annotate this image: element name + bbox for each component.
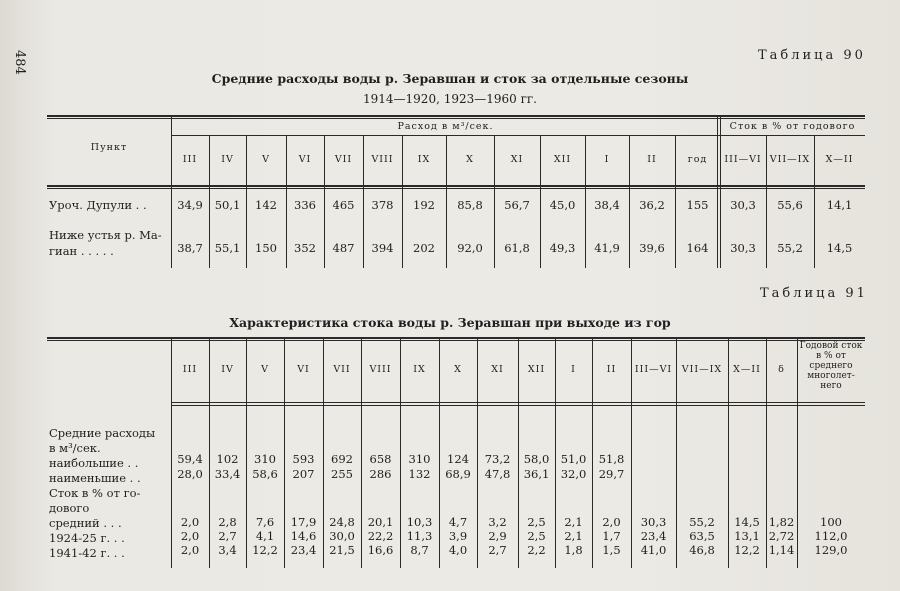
table-91-cell: 46,8 — [689, 543, 715, 557]
table-91-cell: 16,6 — [367, 543, 394, 557]
table-91-cell: 593 — [292, 452, 315, 466]
table-91-cell: 58,6 — [252, 467, 278, 481]
table-91-cell: 255 — [331, 467, 353, 481]
table-90-cell: 352 — [294, 241, 316, 255]
table-90-month-header: VIII — [371, 154, 394, 165]
table-91-cell: 7,6 — [255, 515, 275, 529]
table-91-title: Характеристика стока воды р. Зеравшан при выходе из гор — [229, 315, 671, 330]
table-91-cell: 36,1 — [523, 467, 550, 481]
table-91-cell: 51,8 — [598, 452, 625, 466]
table-91-cell: 2,7 — [218, 529, 237, 543]
table-90-cell: 202 — [413, 241, 435, 255]
table-90-header-rule-2 — [47, 188, 865, 189]
table-90-cell: 38,7 — [177, 241, 203, 255]
table-91-last-column-header: Годовой сток в % от среднего многолет-него — [799, 341, 863, 391]
table-91-cell: 4,1 — [255, 529, 275, 543]
table-90-label: Таблица 90 — [758, 48, 866, 63]
table-91-cell: 47,8 — [484, 467, 511, 481]
table-90-month-header: X — [466, 154, 474, 165]
table-90-season-header: X—II — [825, 154, 854, 165]
table-91-column-header: VI — [297, 364, 310, 375]
table-91-cell: 4,0 — [448, 543, 468, 557]
table-90-cell: 36,2 — [639, 198, 665, 212]
table-91-cell: 68,9 — [445, 467, 471, 481]
table-91-cell: 286 — [369, 467, 392, 481]
table-91-row-label: наибольшие . . — [49, 456, 139, 470]
table-90-punkt-header: Пункт — [90, 142, 128, 153]
table-91-cell: 100 — [820, 515, 842, 529]
table-91-cell: 692 — [331, 452, 353, 466]
table-90-cell: 378 — [371, 198, 394, 212]
table-90-top-rule — [47, 115, 865, 117]
table-90-cell: 45,0 — [549, 198, 576, 212]
table-91-row-label: средний . . . — [49, 516, 122, 530]
table-90-cell: 142 — [255, 198, 277, 212]
table-91-cell: 63,5 — [689, 529, 715, 543]
table-91-cell: 102 — [216, 452, 239, 466]
table-91-column-header: VII — [333, 364, 351, 375]
table-90-flow-group-header: Расход в м³/сек. — [397, 121, 494, 132]
table-91-column-header: XII — [527, 364, 546, 375]
table-90-season-header: III—VI — [724, 154, 762, 165]
table-91-cell: 21,5 — [329, 543, 355, 557]
table-91-row-label: Сток в % от го- — [49, 486, 141, 500]
table-91-cell: 310 — [254, 452, 276, 466]
table-91-cell: 2,1 — [564, 515, 583, 529]
table-91-cell: 58,0 — [523, 452, 550, 466]
table-91-cell: 51,0 — [560, 452, 587, 466]
table-91-column-header: X — [454, 364, 462, 375]
table-90-month-header: год — [687, 154, 708, 165]
table-90-month-header: III — [182, 154, 198, 165]
table-90-cell: 56,7 — [504, 198, 530, 212]
table-91-column-header: IX — [413, 364, 426, 375]
table-91-column-header: I — [571, 364, 576, 375]
table-90-month-header: VI — [298, 154, 312, 165]
table-90-cell: 85,8 — [457, 198, 483, 212]
table-91-cell: 1,14 — [768, 543, 795, 557]
table-91-cell: 10,3 — [406, 515, 433, 529]
table-91-cell: 132 — [408, 467, 431, 481]
table-91-cell: 30,0 — [329, 529, 355, 543]
table-91-cell: 11,3 — [406, 529, 433, 543]
table-91-cell: 3,2 — [488, 515, 507, 529]
table-91-cell: 1,7 — [602, 529, 621, 543]
table-90-cell: 192 — [413, 198, 435, 212]
table-91-cell: 23,4 — [640, 529, 667, 543]
table-90-cell: 41,9 — [594, 241, 620, 255]
table-91-row-label: 1924-25 г. . . — [49, 531, 125, 545]
table-91-cell: 24,8 — [329, 515, 355, 529]
table-90-cell: 30,3 — [730, 241, 756, 255]
table-90-row-name: Уроч. Дупули . . — [49, 198, 147, 212]
table-91-cell: 2,0 — [602, 515, 621, 529]
table-90-month-header: VII — [334, 154, 353, 165]
table-90-cell: 55,1 — [214, 241, 241, 255]
table-91-cell: 3,4 — [218, 543, 237, 557]
table-91-column-header: VII—IX — [681, 364, 723, 375]
table-90-cell: 55,6 — [777, 198, 803, 212]
table-91-cell: 2,5 — [527, 515, 546, 529]
table-91-cell: 2,0 — [180, 515, 200, 529]
table-90-month-header: IX — [417, 154, 431, 165]
table-90-cell: 336 — [294, 198, 316, 212]
table-91-cell: 23,4 — [290, 543, 317, 557]
table-91-top-rule — [47, 337, 865, 339]
table-90-month-header: IV — [221, 154, 234, 165]
table-90-cell: 50,1 — [214, 198, 241, 212]
table-91-label: Таблица 91 — [760, 286, 868, 301]
table-91-cell: 129,0 — [814, 543, 848, 557]
table-90-month-header: V — [262, 154, 270, 165]
table-91-cell: 33,4 — [214, 467, 241, 481]
table-90-month-header: XI — [510, 154, 524, 165]
table-90-cell: 14,5 — [826, 241, 853, 255]
table-91-cell: 20,1 — [367, 515, 394, 529]
table-91-cell: 2,9 — [488, 529, 507, 543]
table-91-cell: 2,2 — [527, 543, 546, 557]
table-90-cell: 92,0 — [457, 241, 483, 255]
table-91-cell: 310 — [408, 452, 431, 466]
table-90-cell: 55,2 — [777, 241, 803, 255]
table-91-cell: 28,0 — [177, 467, 203, 481]
table-91-column-header: IV — [221, 364, 234, 375]
table-91-column-header: III—VI — [634, 364, 673, 375]
table-90-cell: 487 — [332, 241, 355, 255]
table-91-cell: 59,4 — [177, 452, 203, 466]
table-90-cell: 14,1 — [826, 198, 853, 212]
table-90-cell: 61,8 — [504, 241, 530, 255]
table-90-cell: 150 — [255, 241, 277, 255]
table-90-cell: 39,6 — [639, 241, 665, 255]
table-91-cell: 112,0 — [814, 529, 848, 543]
table-90-row-name: гиан . . . . . — [49, 244, 114, 258]
table-90-cell: 164 — [686, 241, 709, 255]
table-91-cell: 17,9 — [290, 515, 317, 529]
table-91-cell: 29,7 — [598, 467, 625, 481]
table-90-cell: 155 — [686, 198, 709, 212]
table-91-row-label: дового — [49, 501, 90, 515]
table-91-cell: 8,7 — [410, 543, 429, 557]
table-91-column-header: X—II — [733, 364, 761, 375]
table-91-cell: 2,5 — [527, 529, 546, 543]
table-91-cell: 1,8 — [564, 543, 583, 557]
table-91-column-header: δ — [778, 364, 785, 375]
table-91-cell: 14,5 — [734, 515, 760, 529]
table-90-subtitle: 1914—1920, 1923—1960 гг. — [363, 92, 537, 106]
table-91-cell: 658 — [369, 452, 392, 466]
table-90-title: Средние расходы воды р. Зеравшан и сток за отдельные сезоны — [211, 71, 689, 86]
table-91-column-header: III — [182, 364, 198, 375]
table-91-cell: 2,7 — [488, 543, 507, 557]
table-91-cell: 2,8 — [218, 515, 237, 529]
table-91-cell: 12,2 — [734, 543, 760, 557]
table-90-cell: 49,3 — [549, 241, 576, 255]
table-90-cell: 30,3 — [730, 198, 756, 212]
table-91-cell: 2,0 — [180, 543, 200, 557]
table-91-cell: 13,1 — [734, 529, 760, 543]
table-90-row-name: Ниже устья р. Ма- — [49, 228, 162, 242]
table-91-cell: 207 — [292, 467, 315, 481]
table-90-header-rule — [47, 185, 865, 187]
table-91-cell: 2,0 — [180, 529, 200, 543]
table-90-top-rule-2 — [47, 118, 865, 119]
table-90-cell: 38,4 — [594, 198, 620, 212]
table-91-column-header: V — [261, 364, 269, 375]
table-91-cell: 14,6 — [290, 529, 317, 543]
page-number: 484 — [12, 50, 27, 75]
table-91-cell: 2,72 — [768, 529, 795, 543]
table-91-cell: 12,2 — [252, 543, 278, 557]
table-91-row-label: наименьшие . . — [49, 471, 141, 485]
table-90-month-header: XII — [553, 154, 572, 165]
table-90-cell: 394 — [371, 241, 394, 255]
table-91-cell: 41,0 — [640, 543, 667, 557]
table-91-cell: 22,2 — [367, 529, 394, 543]
table-91-cell: 3,9 — [448, 529, 468, 543]
table-91-cell: 55,2 — [689, 515, 715, 529]
table-91-row-label: в м³/сек. — [49, 441, 101, 455]
table-91-column-header: XI — [491, 364, 504, 375]
table-91-column-header: II — [606, 364, 617, 375]
table-91-cell: 2,1 — [564, 529, 583, 543]
table-91-cell: 1,5 — [602, 543, 621, 557]
table-91-cell: 32,0 — [560, 467, 587, 481]
table-90-cell: 465 — [332, 198, 355, 212]
table-91-row-label: Средние расходы — [49, 426, 156, 440]
table-91-top-rule-2 — [47, 340, 865, 341]
table-90-cell: 34,9 — [177, 198, 203, 212]
table-91-cell: 30,3 — [640, 515, 667, 529]
table-91-cell: 1,82 — [768, 515, 795, 529]
table-91-row-label: 1941-42 г. . . — [49, 546, 125, 560]
table-91-cell: 73,2 — [484, 452, 511, 466]
table-90-group-rule — [171, 135, 865, 136]
table-90-runoff-group-header: Сток в % от годового — [729, 121, 856, 132]
table-90-season-header: VII—IX — [769, 154, 811, 165]
table-90-month-header: II — [647, 154, 657, 165]
table-91-column-header: VIII — [369, 364, 392, 375]
table-91-cell: 4,7 — [448, 515, 468, 529]
table-91-cell: 124 — [447, 452, 469, 466]
table-90-month-header: I — [604, 154, 610, 165]
